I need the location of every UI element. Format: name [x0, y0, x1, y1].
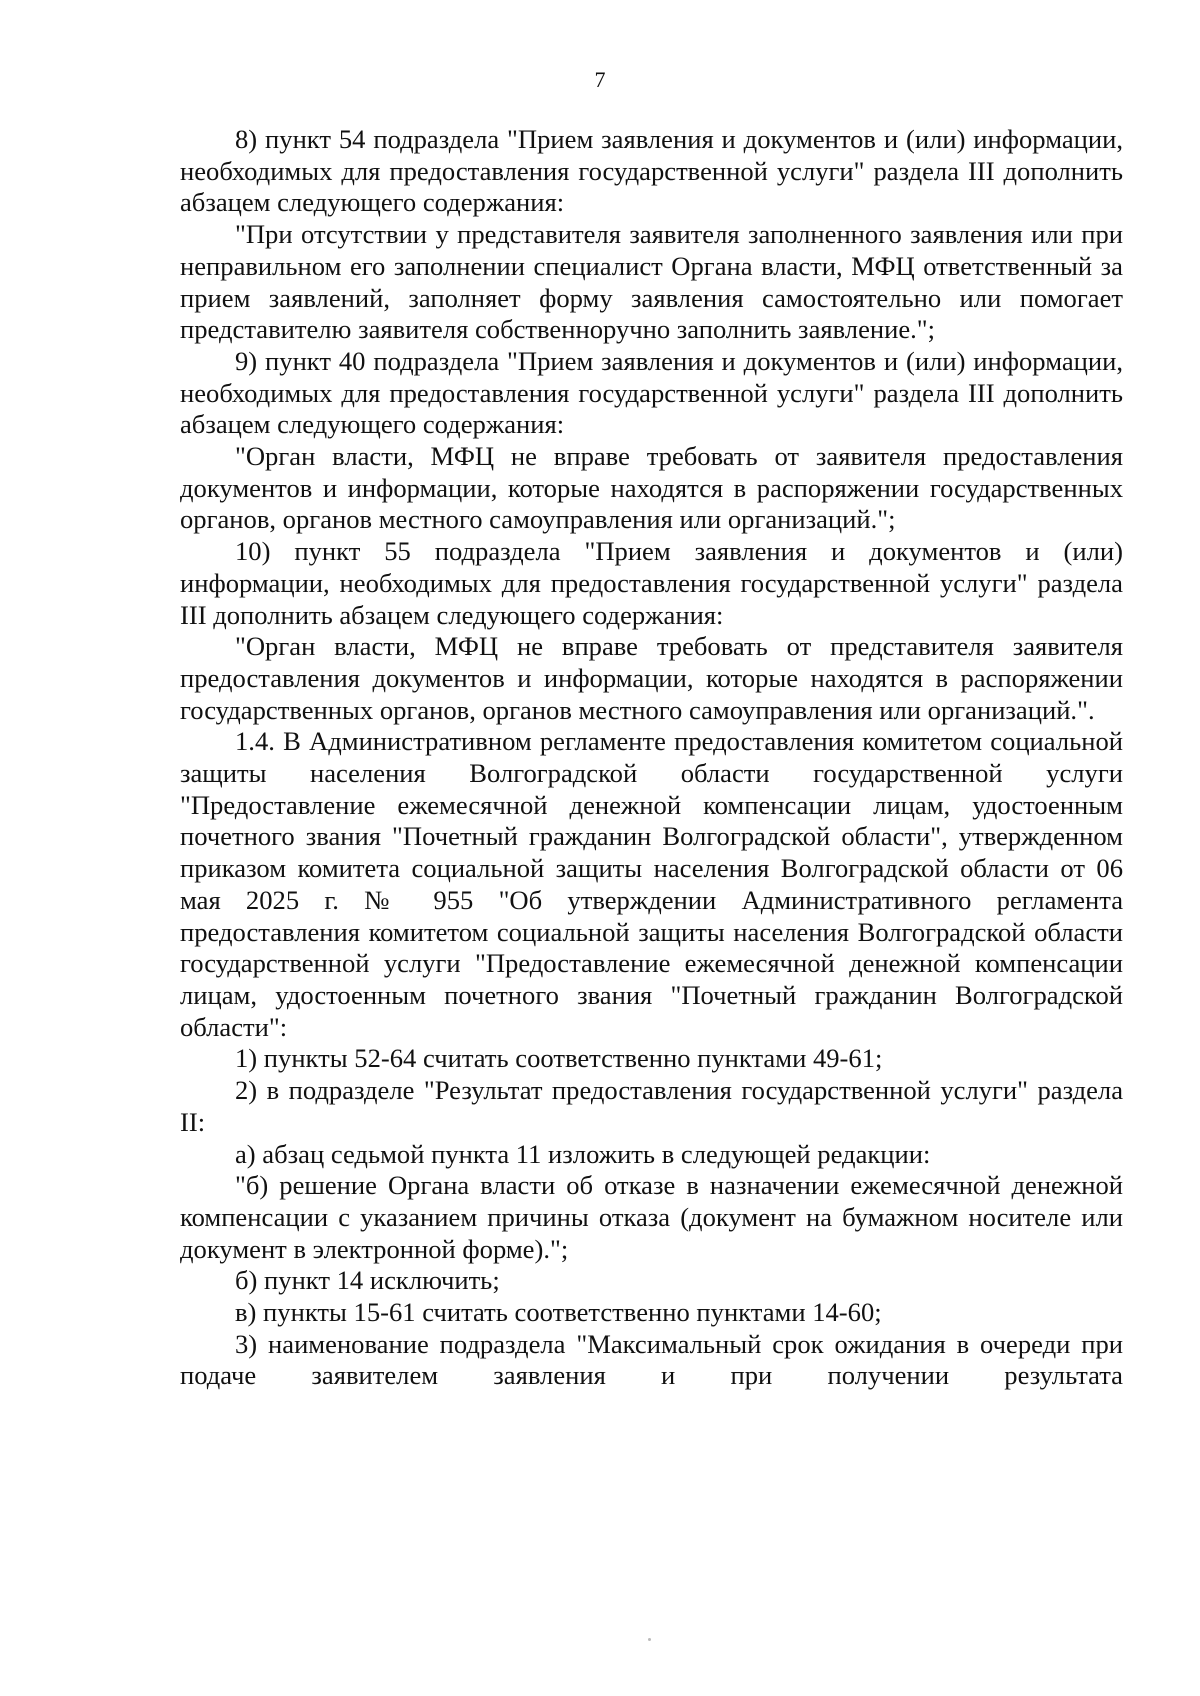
document-body [180, 124, 1123, 1392]
paragraph: "При отсутствии у представителя заявителя заполненного заявления или при неправильном его заполнении специалист Органа власти, МФЦ ответственный за прием заявлений, заполняет форму заявления самостоятельно или помогает представителю заявителя собственноручно заполнить заявление."; [180, 219, 1123, 345]
paragraph: 8) пункт 54 подраздела "Прием заявления и документов и (или) информации, необходимых для предоставления государственной услуги" раздела III дополнить абзацем следующего содержания: [180, 124, 1123, 218]
paragraph: "Орган власти, МФЦ не вправе требовать от заявителя предоставления документов и информации, которые находятся в распоряжении государственных органов, органов местного самоуправления или организаций."; [180, 441, 1123, 535]
paragraph: б) пункт 14 исключить; [235, 1265, 500, 1296]
paragraph: 9) пункт 40 подраздела "Прием заявления и документов и (или) информации, необходимых для предоставления государственной услуги" раздела III дополнить абзацем следующего содержания: [180, 345, 1123, 440]
paragraph: 3) наименование подраздела "Максимальный срок ожидания в очереди при подаче заявителем заявления и при получении результата [180, 1328, 1123, 1391]
paragraph: 1.4. В Административном регламенте предоставления комитетом социальной защиты населения Волгоградской области государственной услуги "Предоставление ежемесячной денежной компенсации лицам, удостоенным почетного звания "Почетный гражданин Волгоградской области", утвержденном приказом комитета социальной защиты населения Волгоградской области от 06 мая 2025 г. № 955 "Об утверждении Административного регламента предоставления комитетом социальной защиты населения Волгоградской области государственной услуги "Предоставление ежемесячной денежной компенсации лицам, удостоенным почетного звания "Почетный гражданин Волгоградской области": [180, 726, 1123, 1042]
paragraph: а) абзац седьмой пункта 11 изложить в следующей редакции: [235, 1138, 931, 1169]
paragraph: "Орган власти, МФЦ не вправе требовать от представителя заявителя предоставления документов и информации, которые находятся в распоряжении государственных органов, органов местного самоуправления или организаций.". [180, 631, 1123, 725]
page-number: 7 [594, 67, 606, 92]
paragraph: в) пункты 15-61 считать соответственно пунктами 14-60; [235, 1297, 882, 1328]
paragraph: "б) решение Органа власти об отказе в назначении ежемесячной денежной компенсации с указанием причины отказа (документ на бумажном носителе или документ в электронной форме)."; [180, 1170, 1123, 1264]
scan-artifact-dot [648, 1638, 651, 1641]
paragraph: 1) пункты 52-64 считать соответственно пунктами 49-61; [235, 1043, 883, 1074]
paragraph: 2) в подразделе "Результат предоставления государственной услуги" раздела II: [180, 1075, 1123, 1137]
paragraph: 10) пункт 55 подраздела "Прием заявления и документов и (или) информации, необходимых для предоставления государственной услуги" раздела III дополнить абзацем следующего содержания: [180, 536, 1123, 630]
